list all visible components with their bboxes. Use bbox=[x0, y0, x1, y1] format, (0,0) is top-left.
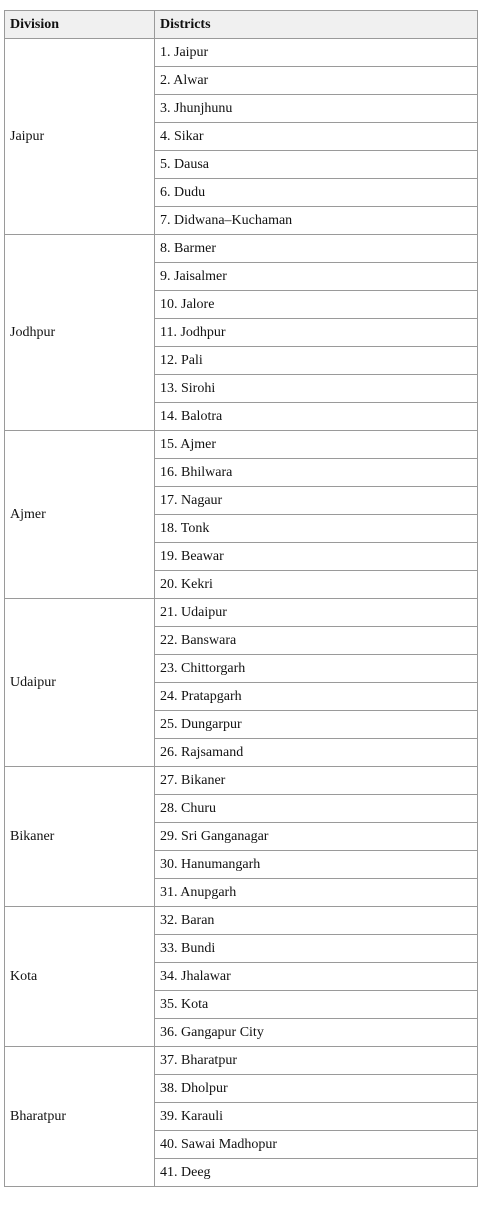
division-cell: Kota bbox=[5, 907, 155, 1047]
district-cell: 10. Jalore bbox=[155, 291, 478, 319]
district-cell: 41. Deeg bbox=[155, 1159, 478, 1187]
table-row bbox=[5, 1047, 478, 1075]
district-cell: 20. Kekri bbox=[155, 571, 478, 599]
district-cell: 11. Jodhpur bbox=[155, 319, 478, 347]
district-cell: 34. Jhalawar bbox=[155, 963, 478, 991]
district-cell: 29. Sri Ganganagar bbox=[155, 823, 478, 851]
district-cell: 36. Gangapur City bbox=[155, 1019, 478, 1047]
district-cell: 7. Didwana–Kuchaman bbox=[155, 207, 478, 235]
district-cell: 14. Balotra bbox=[155, 403, 478, 431]
division-column-header: Division bbox=[5, 11, 155, 39]
district-cell: 16. Bhilwara bbox=[155, 459, 478, 487]
district-cell: 40. Sawai Madhopur bbox=[155, 1131, 478, 1159]
district-cell: 21. Udaipur bbox=[155, 599, 478, 627]
district-cell: 30. Hanumangarh bbox=[155, 851, 478, 879]
district-cell: 38. Dholpur bbox=[155, 1075, 478, 1103]
division-cell: Jaipur bbox=[5, 39, 155, 235]
district-cell: 13. Sirohi bbox=[155, 375, 478, 403]
district-cell: 39. Karauli bbox=[155, 1103, 478, 1131]
district-cell: 6. Dudu bbox=[155, 179, 478, 207]
district-cell: 8. Barmer bbox=[155, 235, 478, 263]
header-row bbox=[5, 11, 478, 39]
divisions-districts-table bbox=[4, 10, 478, 1187]
table-body bbox=[5, 39, 478, 1187]
district-cell: 4. Sikar bbox=[155, 123, 478, 151]
district-cell: 37. Bharatpur bbox=[155, 1047, 478, 1075]
table-row bbox=[5, 235, 478, 263]
district-cell: 9. Jaisalmer bbox=[155, 263, 478, 291]
table-row bbox=[5, 599, 478, 627]
table-row bbox=[5, 907, 478, 935]
district-cell: 33. Bundi bbox=[155, 935, 478, 963]
district-cell: 17. Nagaur bbox=[155, 487, 478, 515]
district-cell: 27. Bikaner bbox=[155, 767, 478, 795]
district-cell: 2. Alwar bbox=[155, 67, 478, 95]
division-cell: Bikaner bbox=[5, 767, 155, 907]
division-cell: Udaipur bbox=[5, 599, 155, 767]
districts-column-header: Districts bbox=[155, 11, 478, 39]
district-cell: 25. Dungarpur bbox=[155, 711, 478, 739]
district-cell: 12. Pali bbox=[155, 347, 478, 375]
table-row bbox=[5, 767, 478, 795]
district-cell: 35. Kota bbox=[155, 991, 478, 1019]
table-row bbox=[5, 39, 478, 67]
district-cell: 1. Jaipur bbox=[155, 39, 478, 67]
district-cell: 18. Tonk bbox=[155, 515, 478, 543]
district-cell: 24. Pratapgarh bbox=[155, 683, 478, 711]
district-cell: 19. Beawar bbox=[155, 543, 478, 571]
district-cell: 3. Jhunjhunu bbox=[155, 95, 478, 123]
district-cell: 31. Anupgarh bbox=[155, 879, 478, 907]
district-cell: 26. Rajsamand bbox=[155, 739, 478, 767]
division-cell: Jodhpur bbox=[5, 235, 155, 431]
district-cell: 15. Ajmer bbox=[155, 431, 478, 459]
district-cell: 5. Dausa bbox=[155, 151, 478, 179]
district-cell: 28. Churu bbox=[155, 795, 478, 823]
division-cell: Ajmer bbox=[5, 431, 155, 599]
table-row bbox=[5, 431, 478, 459]
district-cell: 32. Baran bbox=[155, 907, 478, 935]
district-cell: 22. Banswara bbox=[155, 627, 478, 655]
division-cell: Bharatpur bbox=[5, 1047, 155, 1187]
district-cell: 23. Chittorgarh bbox=[155, 655, 478, 683]
